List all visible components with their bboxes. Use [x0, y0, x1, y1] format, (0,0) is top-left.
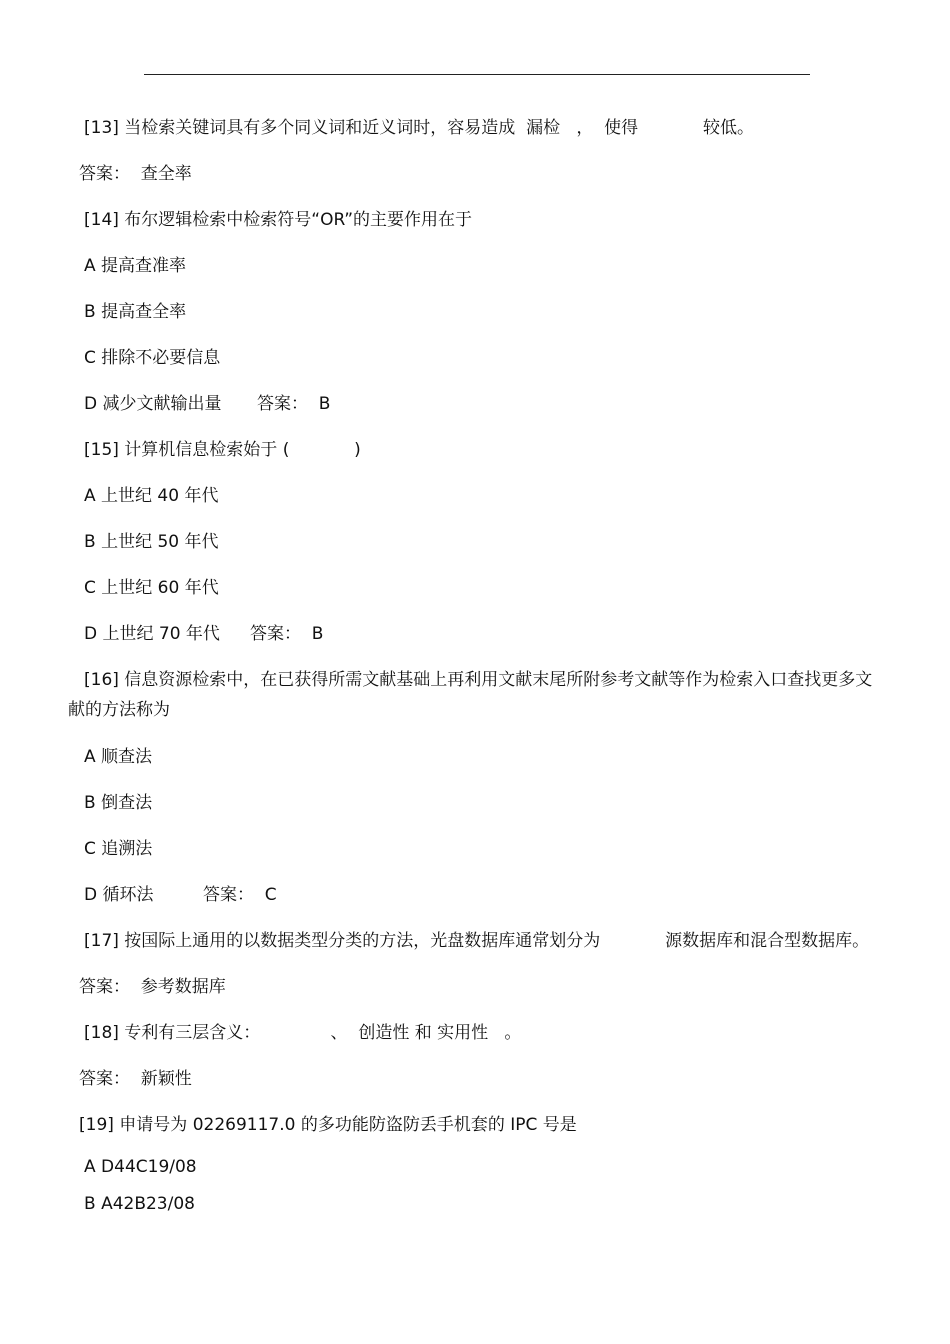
q14-answer: 答案： B [257, 394, 331, 414]
q17-answer: 答案： 参考数据库 [79, 977, 226, 997]
q16-stem: [16] 信息资源检索中，在已获得所需文献基础上再利用文献末尾所附参考文献等作为检索入口查找更多文献的方法称为 [68, 670, 873, 720]
header-rule [144, 74, 810, 75]
q13-text: [13] 当检索关键词具有多个同义词和近义词时，容易造成 漏检 ， 使得 较低。 [84, 118, 754, 138]
q15-option-c: C 上世纪 60 年代 [84, 578, 219, 598]
q14-option-b: B 提高查全率 [84, 302, 187, 322]
q16-option-c: C 追溯法 [84, 839, 153, 859]
q19-stem: [19] 申请号为 02269117.0 的多功能防盗防丢手机套的 IPC 号是 [79, 1115, 577, 1135]
q13-answer: 答案： 查全率 [79, 164, 192, 184]
q15-answer: 答案： B [250, 624, 324, 644]
q15-option-a: A 上世纪 40 年代 [84, 486, 219, 506]
q14-option-d: D 减少文献输出量 [84, 394, 222, 414]
q17-text: [17] 按国际上通用的以数据类型分类的方法，光盘数据库通常划分为 源数据库和混合型数据库。 [84, 931, 870, 951]
q15-stem: [15] 计算机信息检索始于 ( ) [84, 440, 361, 460]
q14-option-c: C 排除不必要信息 [84, 348, 221, 368]
q18-answer: 答案： 新颖性 [79, 1069, 192, 1089]
q19-option-a: A D44C19/08 [84, 1157, 197, 1177]
q14-stem: [14] 布尔逻辑检索中检索符号“OR”的主要作用在于 [84, 210, 473, 230]
q16-option-a: A 顺查法 [84, 747, 153, 767]
q19-option-b: B A42B23/08 [84, 1194, 195, 1214]
q16-answer: 答案： C [203, 885, 277, 905]
q16-option-d: D 循环法 [84, 885, 154, 905]
q18-text: [18] 专利有三层含义： 、 创造性 和 实用性 。 [84, 1023, 522, 1043]
q15-option-d: D 上世纪 70 年代 [84, 624, 220, 644]
q16-option-b: B 倒查法 [84, 793, 153, 813]
q14-option-a: A 提高查准率 [84, 256, 187, 276]
q15-option-b: B 上世纪 50 年代 [84, 532, 219, 552]
